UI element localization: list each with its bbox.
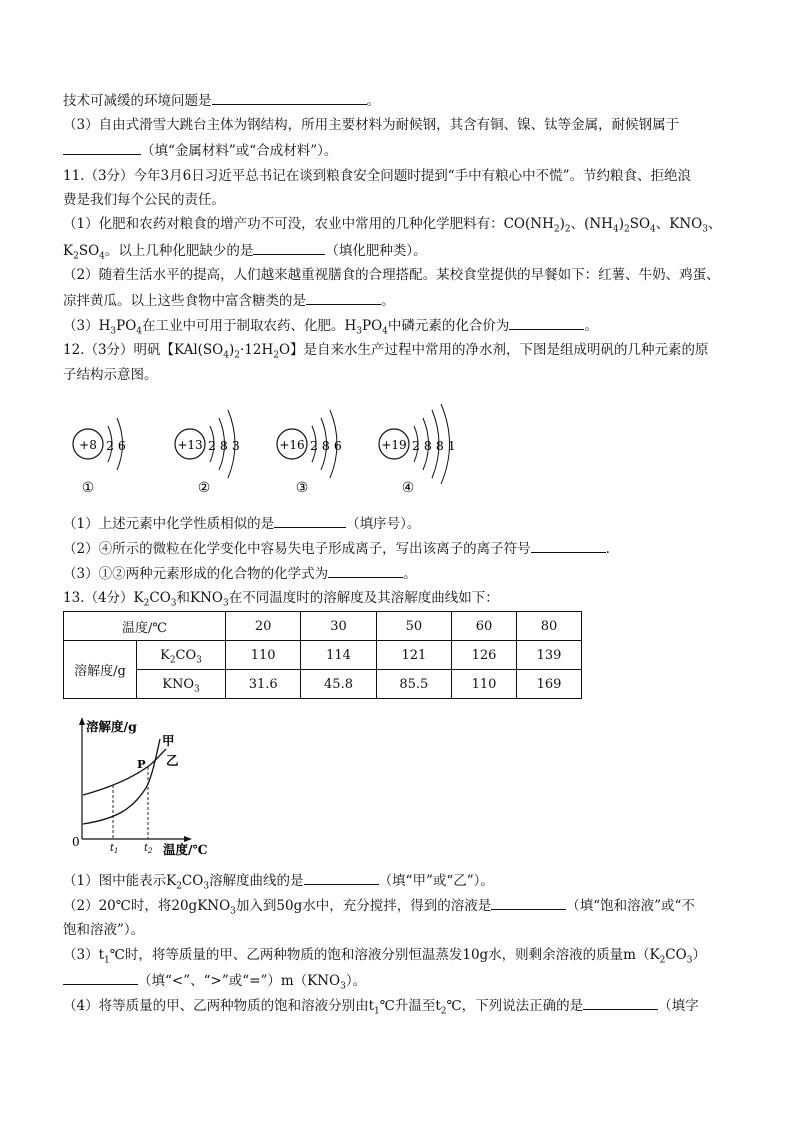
table-cell: 45.8	[301, 670, 376, 699]
electron-counts: 2 6	[106, 438, 126, 453]
atom-diagram-1	[68, 400, 148, 496]
table-cell: 114	[301, 641, 376, 670]
solubility-table	[63, 611, 582, 699]
table-cell: 31.6	[226, 670, 301, 699]
answer-blank[interactable]	[509, 315, 584, 330]
text-line: 子结构示意图。	[63, 367, 158, 383]
table-cell: 121	[376, 641, 451, 670]
answer-blank[interactable]	[253, 240, 325, 255]
table-header-cell: 溶解度/g	[64, 641, 137, 699]
atom-label: ①	[81, 480, 95, 496]
curve-yi	[83, 749, 166, 795]
text-line: （3）自由式滑雪大跳台主体为钢结构，所用主要材料为耐候钢，其含有铜、镍、钛等金属，耐候钢属于	[63, 117, 680, 133]
electron-counts: 2 8 6	[310, 438, 342, 453]
table-cell: 139	[517, 641, 582, 670]
table-header-cell: $KNO_3$	[137, 670, 226, 699]
table-header-cell: $K_2CO_3$	[137, 641, 226, 670]
answer-blank[interactable]	[212, 90, 367, 105]
table-cell: 60	[452, 612, 517, 641]
table-row	[64, 670, 582, 699]
atom-label: ②	[197, 480, 211, 496]
atom-diagram-4	[376, 400, 476, 496]
text-line: （2）20℃时，将20gKNO$_3$加入到50g水中，充分搅拌，得到的溶液是 （填“饱和溶液”或“不	[63, 895, 695, 916]
table-cell: 85.5	[376, 670, 451, 699]
t2-tick-label: $t_2$	[144, 843, 153, 855]
intersection-point-label: P	[137, 757, 146, 771]
nucleus-charge: +8	[79, 438, 97, 452]
table-header-cell: 温度/℃	[64, 612, 226, 641]
nucleus-charge: +19	[381, 438, 407, 452]
t1-tick-label: $t_1$	[110, 843, 119, 855]
table-cell: 126	[452, 641, 517, 670]
table-cell: 50	[376, 612, 451, 641]
x-axis-label: 温度/℃	[163, 842, 208, 857]
atom-label: ④	[401, 480, 415, 496]
answer-blank[interactable]	[274, 513, 346, 528]
text-line: （填“金属材料”或“合成材料”）。	[63, 140, 337, 161]
text-line: $(3)H_3PO_4$在工业中可用于制取农药、化肥。$H_3PO_4$中磷元素的化合价为 。	[63, 315, 598, 336]
text-line: 技术可减缓的环境问题是 。	[63, 90, 380, 111]
question-13: 13.（4分）$K_2CO_3$和$KNO_3$在不同温度时的溶解度及其溶解度曲线如下：	[63, 590, 499, 609]
table-cell: 30	[301, 612, 376, 641]
solubility-curve-graph	[70, 715, 220, 860]
text-line: 凉拌黄瓜。以上这些食物中富含糖类的是 。	[63, 290, 395, 311]
atom-diagram-3	[274, 400, 364, 496]
text-line: （1）上述元素中化学性质相似的是 （填序号）。	[63, 513, 420, 534]
atom-diagram-2	[172, 400, 262, 496]
answer-blank[interactable]	[304, 870, 379, 885]
table-row	[64, 612, 582, 641]
answer-blank[interactable]	[306, 290, 381, 305]
text-line: $(3)t_1℃$时，将等质量的甲、乙两种物质的饱和溶液分别恒温蒸发10g水，则剩余溶液的质量$m(K_2CO_3)$	[63, 947, 706, 966]
text-line: （1）图中能表示$K_2CO_3$溶解度曲线的是 （填“甲”或“乙”）。	[63, 870, 494, 891]
y-axis-arrow-icon	[79, 717, 85, 725]
atom-label: ③	[295, 480, 309, 496]
table-cell: 169	[517, 670, 582, 699]
nucleus-charge: +16	[279, 438, 305, 452]
answer-blank[interactable]	[63, 140, 141, 155]
text-line: 费是我们每个公民的责任。	[63, 192, 225, 208]
text-line: （1）化肥和农药对粮食的增产功不可没，农业中常用的几种化学肥料有：$CO(NH_2)_2$、$(NH_4)_2SO_4$、$KNO_3$、	[63, 216, 722, 235]
origin-label: 0	[72, 835, 80, 849]
answer-blank[interactable]	[328, 563, 403, 578]
question-11: 11.（3分）今年3月6日习近平总书记在谈到粮食安全问题时提到“手中有粮心中不慌”。节约粮食、拒绝浪	[63, 168, 692, 184]
table-cell: 110	[452, 670, 517, 699]
table-row	[64, 641, 582, 670]
answer-blank[interactable]	[63, 970, 138, 985]
table-cell: 110	[226, 641, 301, 670]
text-line: （2）④所示的微粒在化学变化中容易失电子形成离子，写出该离子的离子符号 .	[63, 538, 610, 559]
text-line: 饱和溶液”）。	[63, 922, 145, 938]
y-axis-label: 溶解度/g	[86, 719, 137, 734]
curve-jia-label: 甲	[162, 733, 175, 748]
electron-counts: 2 8 8 1	[412, 438, 456, 453]
text-line: $K_2SO_4$。以上几种化肥缺少的是 （填化肥种类）。	[63, 240, 427, 261]
electron-counts: 2 8 3	[208, 438, 240, 453]
answer-blank[interactable]	[531, 538, 606, 553]
text-line: （2）随着生活水平的提高，人们越来越重视膳食的合理搭配。某校食堂提供的早餐如下：红薯、牛奶、鸡蛋、	[63, 267, 720, 283]
text-line: （3）①②两种元素形成的化合物的化学式为 。	[63, 563, 417, 584]
text-line: （填“<”、“>”或“$=”)m(KNO_3)$。	[63, 970, 366, 991]
curve-yi-label: 乙	[166, 753, 179, 768]
text-line: （4）将等质量的甲、乙两种物质的饱和溶液分别由$t_1℃$升温至$t_2℃$，下列说法正确的是 （填字	[63, 995, 699, 1016]
answer-blank[interactable]	[583, 995, 658, 1010]
table-cell: 20	[226, 612, 301, 641]
nucleus-charge: +13	[177, 438, 203, 452]
answer-blank[interactable]	[491, 895, 566, 910]
table-cell: 80	[517, 612, 582, 641]
question-12: 12.（3分）明矾【$KAl(SO_4)_2\cdot 12H_2O$】是自来水生产过程中常用的净水剂，下图是组成明矾的几种元素的原	[63, 342, 709, 361]
